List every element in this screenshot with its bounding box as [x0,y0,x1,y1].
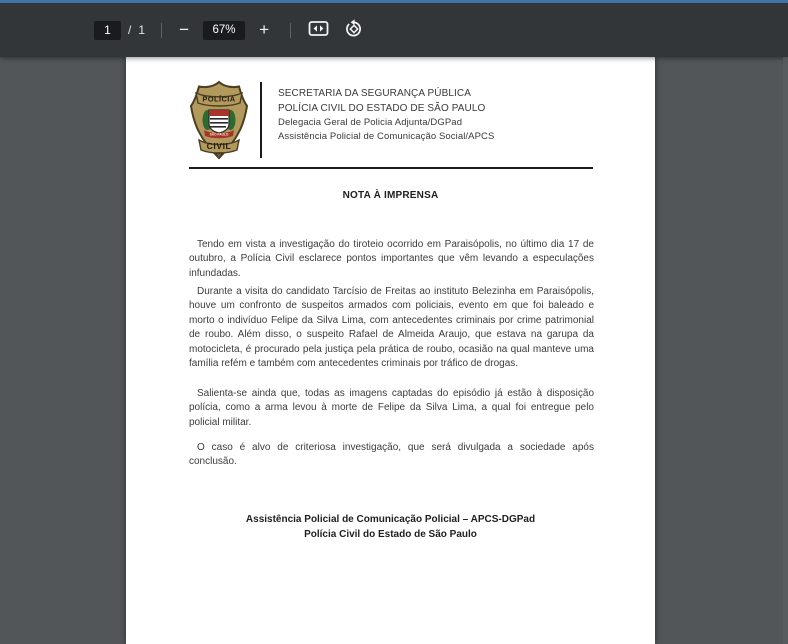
horizontal-rule [189,167,593,169]
rotate-counterclockwise-button[interactable] [342,19,366,41]
page-divider: / [128,23,132,37]
svg-text:POLÍCIA: POLÍCIA [202,94,236,104]
pdf-toolbar [0,3,788,57]
zoom-level-display[interactable]: 67% [203,21,245,40]
page-number-input[interactable] [94,21,121,40]
letterhead-line: POLÍCIA CIVIL DO ESTADO DE SÃO PAULO [278,102,486,114]
toolbar-controls [94,19,366,41]
paragraph: Tendo em vista a investigação do tiroteio ocorrido em Paraisópolis, no último dia 17 de outubro, a Polícia Civil esclarece pontos importantes que vêm levando a especulações infundadas. [189,239,594,279]
letterhead-line: Assistência Policial de Comunicação Social/APCS [278,131,495,142]
letterhead-line: Delegacia Geral de Policia Adjunta/DGPad [278,117,463,128]
paragraph: O caso é alvo de criteriosa investigação, que será divulgada a sociedade após conclusão. [189,442,594,468]
pdf-page [126,57,655,644]
fit-to-width-icon [308,20,329,40]
toolbar-separator [290,23,291,38]
signature-line: Polícia Civil do Estado de São Paulo [304,528,477,540]
paragraph: Durante a visita do candidato Tarcísio de Freitas ao instituto Belezinha em Paraisópolis, houve um confronto de suspeitos armados com policiais, evento em que foi baleado e morto o indivíduo Felipe da Silva Lima, com antecedentes criminais por crime patrimonial de roubo. Além disso, o suspeito Rafael de Almeida Araujo, que estava na garupa da motocicleta, é procurado pela justiça pela prática de roubo, ocasião na qual manteve uma família refém e também com antecedentes criminais por tráfico de drogas. [189,286,594,370]
document-signature [126,513,655,542]
letterhead-divider [260,82,262,158]
letterhead-text [278,87,494,144]
svg-text:SP: SP [215,151,223,157]
zoom-out-button[interactable]: − [174,19,194,41]
page-count: 1 [138,23,146,37]
policia-civil-badge-logo [187,80,251,160]
zoom-in-button[interactable]: + [254,19,274,41]
document-content [126,57,655,644]
fit-to-width-button[interactable] [306,19,330,41]
letterhead-line: SECRETARIA DA SEGURANÇA PÚBLICA [278,88,471,99]
document-title: NOTA À IMPRENSA [342,190,439,201]
toolbar-separator [161,23,162,38]
paragraph: Salienta-se ainda que, todas as imagens captadas do episódio já estão à disposição polícia, como a arma levou à morte de Felipe da Silva Lima, a qual foi entregue pelo policial militar. [189,388,594,428]
vertical-scrollbar[interactable] [783,57,788,644]
svg-text:SÃO PAULO: SÃO PAULO [209,132,229,137]
window-accent-line [0,0,788,3]
svg-text:CIVIL: CIVIL [206,141,232,151]
signature-line: Assistência Policial de Comunicação Policial – APCS-DGPad [245,514,536,525]
rotate-counterclockwise-icon [344,19,364,42]
